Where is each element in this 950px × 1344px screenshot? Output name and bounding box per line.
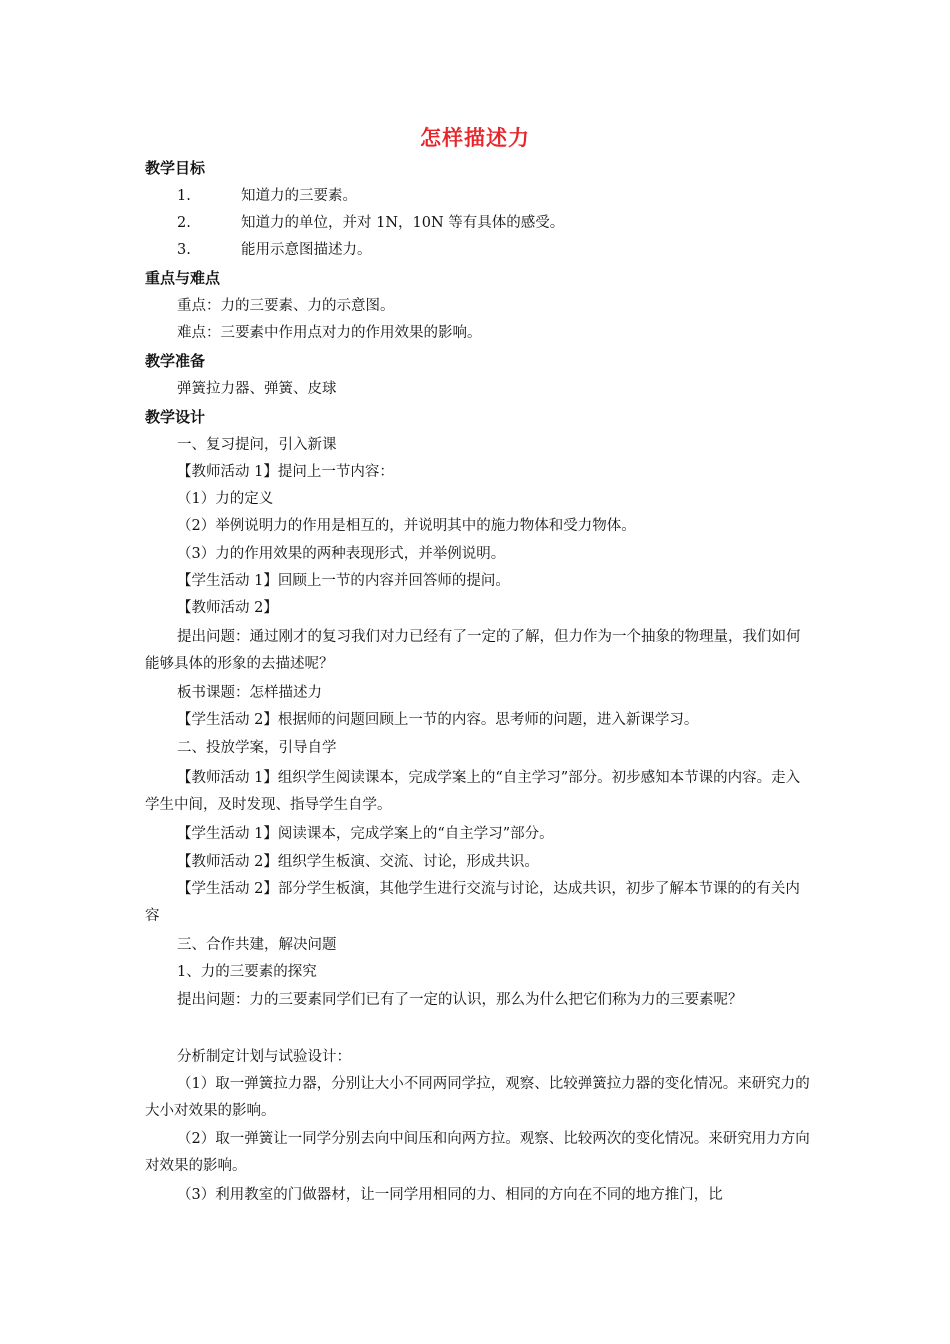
paragraph: 板书课题：怎样描述力 [177,685,322,701]
paragraph: 重点：力的三要素、力的示意图。 [177,298,395,314]
paragraph: （3）力的作用效果的两种表现形式，并举例说明。 [177,546,506,562]
paragraph: 弹簧拉力器、弹簧、皮球 [177,381,337,397]
paragraph: 提出问题：通过刚才的复习我们对力已经有了一定的了解，但力作为一个抽象的物理量，我们如何能够具体的形象的去描述呢？ [145,629,801,672]
section-heading-prep: 教学准备 [145,352,206,370]
paragraph: （3）利用教室的门做器材，让一同学用相同的力、相同的方向在不同的地方推门，比 [177,1187,723,1203]
paragraph: 【学生活动 2】根据师的问题回顾上一节的内容。思考师的问题，进入新课学习。 [177,712,699,728]
objective-text: 知道力的单位，并对 1N，10N 等有具体的感受。 [241,215,565,231]
paragraph: 难点：三要素中作用点对力的作用效果的影响。 [177,325,482,341]
paragraph: 提出问题：力的三要素同学们已有了一定的认识，那么为什么把它们称为力的三要素呢？ [177,992,743,1008]
objective-number: 3. [177,242,191,258]
paragraph: （2）取一弹簧让一同学分别去向中间压和向两方拉。观察、比较两次的变化情况。来研究用力方向对效果的影响。 [145,1131,810,1174]
paragraph: 1、力的三要素的探究 [177,964,317,980]
page-title: 怎样描述力 [420,126,530,150]
paragraph: 【学生活动 1】回顾上一节的内容并回答师的提问。 [177,573,510,589]
objective-item [177,213,815,233]
paragraph: 【学生活动 2】部分学生板演，其他学生进行交流与讨论，达成共识，初步了解本节课的的有关内容 [145,881,800,924]
paragraph: 三、合作共建，解决问题 [177,937,337,953]
paragraph: （1）力的定义 [177,491,274,507]
objective-item [177,240,815,260]
paragraph: 【学生活动 1】阅读课本，完成学案上的“自主学习”部分。 [177,826,554,842]
paragraph: 【教师活动 1】提问上一节内容： [177,464,394,480]
section-heading-objectives: 教学目标 [145,159,206,177]
objective-item [177,186,815,206]
paragraph: 二、投放学案，引导自学 [177,740,337,756]
section-heading-design: 教学设计 [145,408,206,426]
paragraph: 【教师活动 2】组织学生板演、交流、讨论，形成共识。 [177,854,539,870]
paragraph: 分析制定计划与试验设计： [177,1049,351,1065]
paragraph: （1）取一弹簧拉力器，分别让大小不同两同学拉，观察、比较弹簧拉力器的变化情况。来研究力的大小对效果的影响。 [145,1076,810,1119]
objective-number: 2. [177,215,191,231]
paragraph: 一、复习提问，引入新课 [177,437,337,453]
objective-text: 知道力的三要素。 [241,188,357,204]
objective-number: 1. [177,188,191,204]
paragraph: （2）举例说明力的作用是相互的，并说明其中的施力物体和受力物体。 [177,518,636,534]
paragraph: 【教师活动 2】 [177,600,278,616]
paragraph: 【教师活动 1】组织学生阅读课本，完成学案上的“自主学习”部分。初步感知本节课的内容。走入学生中间，及时发现、指导学生自学。 [145,770,801,813]
section-heading-focus: 重点与难点 [145,269,221,287]
objective-text: 能用示意图描述力。 [241,242,372,258]
